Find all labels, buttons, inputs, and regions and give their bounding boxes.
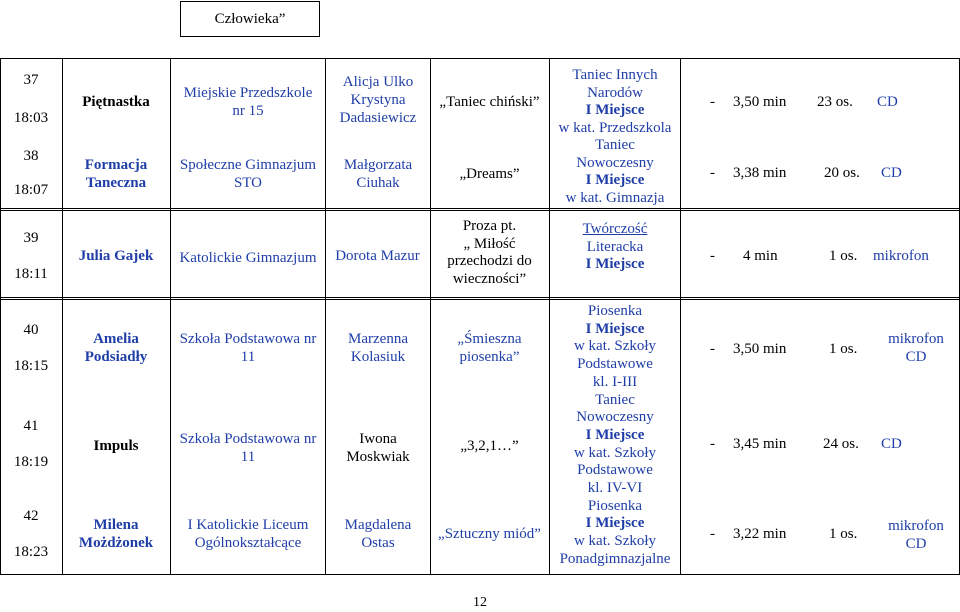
table-border [680, 58, 681, 575]
category-award: Piosenka I Miejsce w kat. Szkoły Podstawowe kl. I-III Taniec Nowoczesny I Miejsce w kat. Szkoły Podstawowe kl. IV-VI Piosenka I Miejsce w kat. Szkoły Ponadgimnazjalne [559, 303, 671, 567]
table-border [0, 210, 960, 211]
header-line [180, 36, 320, 37]
table-border [62, 58, 63, 575]
school-name: I Katolickie Liceum Ogólnokształcące [187, 517, 309, 551]
media-type: mikrofon CD [888, 331, 944, 365]
row-time: 18:03 [13, 110, 49, 126]
header-title: Człowieka” [214, 11, 286, 27]
category-award: Taniec Innych Narodów I Miejsce w kat. Przedszkola Taniec Nowoczesny I Miejsce w kat. Gimnazja [558, 67, 672, 206]
table-border [170, 58, 171, 575]
media-type: mikrofon CD [888, 518, 944, 552]
school-name: Szkoła Podstawowa nr 11 [179, 431, 317, 465]
dash: - [710, 248, 715, 264]
table-border [0, 297, 960, 298]
group-name: Formacja Taneczna [84, 157, 148, 191]
group-name: Impuls [93, 438, 139, 454]
duration: 3,50 min [733, 341, 787, 357]
table-border [0, 574, 960, 575]
teacher-name: Iwona Moskwiak [346, 431, 410, 465]
page-number: 12 [473, 595, 487, 610]
school-name: Szkoła Podstawowa nr 11 [179, 331, 317, 365]
table-border [325, 58, 326, 575]
people-count: 1 os. [829, 526, 858, 542]
performance-title: „3,2,1…” [460, 438, 519, 454]
people-count: 20 os. [824, 165, 860, 181]
teacher-name: Małgorzata Ciuhak [343, 157, 413, 191]
people-count: 1 os. [829, 248, 858, 264]
row-time: 18:07 [13, 182, 49, 198]
people-count: 23 os. [817, 94, 853, 110]
teacher-name: Dorota Mazur [335, 248, 420, 264]
duration: 3,45 min [733, 436, 787, 452]
teacher-name: Marzenna Kolasiuk [348, 331, 408, 365]
duration: 3,38 min [733, 165, 787, 181]
table-border [0, 58, 1, 575]
duration: 4 min [743, 248, 778, 264]
performance-title: „Sztuczny miód” [438, 526, 541, 542]
performance-title: Proza pt. „ Miłość przechodzi do wieczności” [447, 218, 532, 287]
row-number: 42 [23, 508, 39, 524]
row-number: 40 [23, 322, 39, 338]
school-name: Katolickie Gimnazjum [179, 250, 317, 266]
performance-title: „Dreams” [459, 166, 520, 182]
group-name: Amelia Podsiadły [84, 331, 148, 365]
row-number: 41 [23, 418, 39, 434]
media-type: CD [881, 165, 902, 181]
dash: - [710, 341, 715, 357]
row-number: 37 [23, 72, 39, 88]
dash: - [710, 94, 715, 110]
dash: - [710, 165, 715, 181]
row-time: 18:23 [13, 544, 49, 560]
dash: - [710, 436, 715, 452]
group-name: Piętnastka [82, 94, 150, 110]
performance-title: „Taniec chiński” [439, 94, 540, 110]
row-time: 18:19 [13, 454, 49, 470]
duration: 3,22 min [733, 526, 787, 542]
dash: - [710, 526, 715, 542]
row-time: 18:15 [13, 358, 49, 374]
teacher-name: Magdalena Ostas [344, 517, 412, 551]
media-type: CD [881, 436, 902, 452]
table-border [0, 208, 960, 209]
duration: 3,50 min [733, 94, 787, 110]
media-type: mikrofon [873, 248, 929, 264]
row-number: 39 [23, 230, 39, 246]
row-time: 18:11 [14, 266, 48, 282]
group-name: Julia Gajek [78, 248, 154, 264]
table-border [0, 299, 960, 300]
teacher-name: Alicja Ulko Krystyna Dadasiewicz [339, 74, 417, 126]
school-name: Społeczne Gimnazjum STO [179, 157, 317, 191]
table-border [430, 58, 431, 575]
performance-title: „Śmieszna piosenka” [457, 331, 522, 365]
group-name: Milena Możdżonek [78, 517, 154, 551]
row-number: 38 [23, 148, 39, 164]
school-name: Miejskie Przedszkole nr 15 [183, 85, 313, 119]
media-type: CD [877, 94, 898, 110]
table-border [0, 58, 960, 59]
people-count: 24 os. [823, 436, 859, 452]
category-award: Twórczość Literacka I Miejsce [582, 221, 648, 272]
people-count: 1 os. [829, 341, 858, 357]
